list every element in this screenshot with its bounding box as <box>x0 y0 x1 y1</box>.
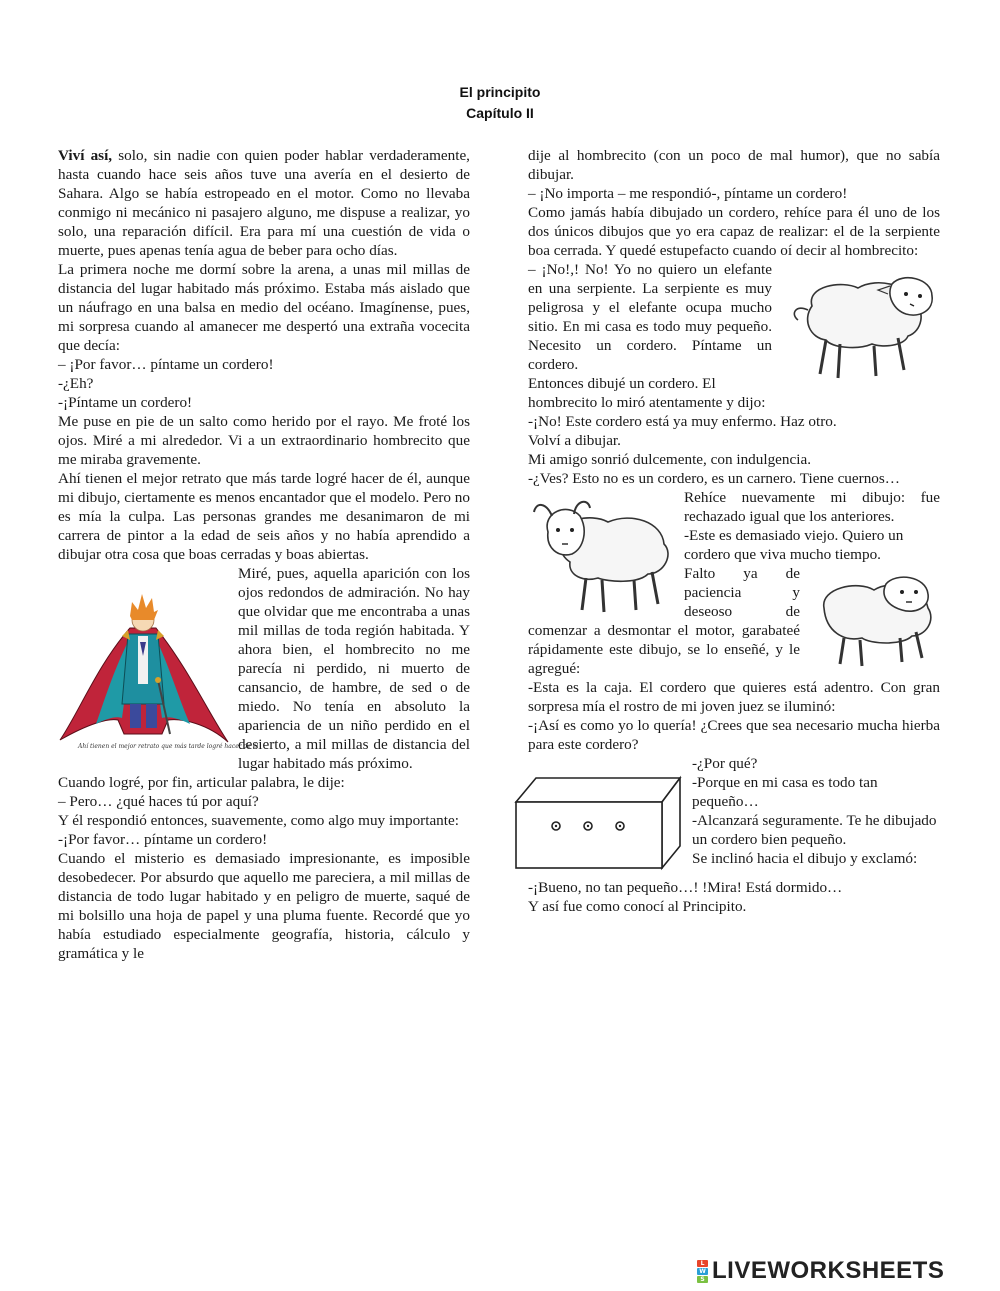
paragraph: Volví a dibujar. <box>528 432 621 449</box>
paragraph: Ahí tienen el mejor retrato que más tarde logré hacer de él, aunque mi dibujo, ciertamente es menos encantador que el modelo. Pero no es mía la culpa. Las personas grandes me desanimaron de mi carrera de pintor a la edad de seis años y no había aprendido a dibujar otra cosa que boas cerradas y boas abiertas. <box>58 470 470 563</box>
paragraph: Falto ya de paciencia y deseoso de comenzar a desmontar el motor, garabateé rápidamente este dibujo, se lo enseñé, y le agregué: <box>528 565 800 677</box>
dialogue-line: -Porque en mi casa es todo tan pequeño… <box>692 774 878 810</box>
brand-name: LIVEWORKSHEETS <box>712 1257 945 1284</box>
little-prince-drawing <box>58 584 259 756</box>
paragraph: Como jamás había dibujado un cordero, rehíce para él uno de los dos únicos dibujos que yo era capaz de realizar: el de la serpiente boa cerrada. Y quedé estupefacto cuando oí decir al hombrecito: <box>528 204 940 259</box>
box-illustration <box>512 768 684 878</box>
dialogue-line: -¿Por qué? <box>692 755 758 772</box>
dialogue-line: – ¡Por favor… píntame un cordero! <box>58 356 274 373</box>
ram-drawing <box>528 492 676 618</box>
paragraph: Rehíce nuevamente mi dibujo: fue rechazado igual que los anteriores. <box>684 489 940 525</box>
dialogue-line: -Alcanzará seguramente. Te he dibujado un cordero bien pequeño. <box>692 812 937 848</box>
box-drawing <box>512 768 684 878</box>
dialogue-line: – Pero… ¿qué haces tú por aquí? <box>58 793 259 810</box>
paragraph: Se inclinó hacia el dibujo y exclamó: <box>692 850 918 867</box>
illustration-caption: Ahí tienen el mejor retrato que más tarde logré hacer de él <box>78 743 259 750</box>
lamb-drawing-1 <box>782 266 940 386</box>
paragraph: Cuando logré, por fin, articular palabra, le dije: <box>58 774 345 791</box>
page-title: El principito <box>459 84 541 100</box>
dialogue-line: -¡Bueno, no tan pequeño…! !Mira! Está dormido… <box>528 879 843 896</box>
left-column <box>58 146 470 963</box>
old-lamb-illustration <box>810 568 940 668</box>
sick-lamb-illustration <box>782 266 940 386</box>
page-heading <box>0 82 1000 124</box>
paragraph: Y él respondió entonces, suavemente, como algo muy importante: <box>58 812 459 829</box>
paragraph: Y así fue como conocí al Principito. <box>528 898 747 915</box>
dialogue-line: -¡Por favor… píntame un cordero! <box>58 831 268 848</box>
dialogue-line: -¿Eh? <box>58 375 94 392</box>
dialogue-line: -¿Ves? Esto no es un cordero, es un carnero. Tiene cuernos… <box>528 470 900 487</box>
paragraph: Miré, pues, aquella aparición con los ojos redondos de admiración. No hay que olvidar que me encontraba a unas mil millas de toda región habitada. Y ahora bien, el hombrecito no me parecía ni perdido, ni muerto de cansancio, de hambre, de sed o de miedo. No tenía en absoluto la apariencia de un niño perdido en el desierto, a mil millas de distancia del lugar habitado más próximo. <box>238 565 470 772</box>
paragraph: Cuando el misterio es demasiado impresionante, es imposible desobedecer. Por absurdo que aquello me pareciera, a mil millas de distancia de todo lugar habitado y en peligro de muerte, saqué de mi bolsillo una hoja de papel y una pluma fuente. Recordé que yo había estudiado especialmente geografía, historia, cálculo y gramática y le <box>58 850 470 962</box>
dialogue-line: -¡Píntame un cordero! <box>58 394 193 411</box>
paragraph: dije al hombrecito (con un poco de mal humor), que no sabía dibujar. <box>528 147 940 183</box>
logo-mark-icon: L W S <box>697 1260 708 1283</box>
dialogue-line: -Este es demasiado viejo. Quiero un cordero que viva mucho tiempo. <box>684 527 904 563</box>
dialogue-line: -Esta es la caja. El cordero que quieres está adentro. Con gran sorpresa mía el rostro de mi joven juez se iluminó: <box>528 679 940 715</box>
lead-in: Viví así, <box>58 147 113 164</box>
paragraph: – ¡No!,! No! Yo no quiero un elefante en una serpiente. La serpiente es muy peligrosa y el elefante ocupa mucho sitio. En mi casa es todo muy pequeño. Necesito un cordero. Píntame un cordero. <box>528 261 772 373</box>
paragraph: Viví así, solo, sin nadie con quien poder hablar verdaderamente, hasta cuando hace seis años tuve una avería en el desierto de Sahara. Algo se había estropeado en el motor. Como no llevaba conmigo ni mecánico ni pasajero alguno, me dispuse a realizar, yo solo, una reparación difícil. Era para mí una cuestión de vida o muerte, pues apenas tenía agua de beber para ocho días. <box>58 147 470 259</box>
ram-illustration <box>528 492 676 618</box>
lamb-drawing-2 <box>810 568 940 668</box>
chapter-title: Capítulo II <box>466 105 534 121</box>
paragraph: Mi amigo sonrió dulcemente, con indulgencia. <box>528 451 812 468</box>
paragraph: Me puse en pie de un salto como herido por el rayo. Me froté los ojos. Miré a mi alrededor. Vi a un extraordinario hombrecito que me miraba gravemente. <box>58 413 470 468</box>
paragraph: La primera noche me dormí sobre la arena, a unas mil millas de distancia del lugar habitado más próximo. Estaba más aislado que un náufrago en una balsa en medio del océano. Imagínense, pues, mi sorpresa cuando al amanecer me despertó una extraña vocecita que decía: <box>58 261 470 354</box>
dialogue-line: -¡No! Este cordero está ya muy enfermo. Haz otro. <box>528 413 837 430</box>
dialogue-line: -¡Así es como yo lo quería! ¿Crees que sea necesario mucha hierba para este cordero? <box>528 717 940 753</box>
little-prince-illustration <box>58 584 259 756</box>
right-column <box>528 146 940 916</box>
dialogue-line: – ¡No importa – me respondió-, píntame un cordero! <box>528 185 848 202</box>
liveworksheets-logo <box>697 1256 944 1286</box>
paragraph: Entonces dibujé un cordero. El hombrecito lo miró atentamente y dijo: <box>528 375 766 411</box>
